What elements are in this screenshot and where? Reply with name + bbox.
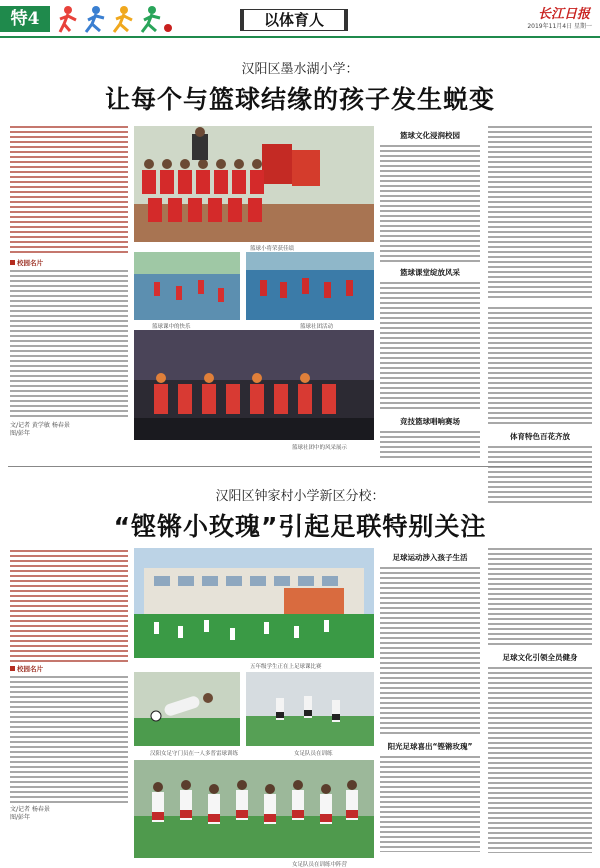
- publication-date: 2019年11月4日 星期一: [527, 23, 592, 30]
- article1-lead-text: [10, 126, 128, 256]
- article2-kicker: 汉阳区钟家村小学新区分校：: [215, 489, 385, 504]
- article1-reporter: 文/记者 黄学敏 杨春景: [10, 422, 70, 429]
- article1-caption-1: 篮球小将荣获佳绩: [250, 246, 295, 252]
- article2-caption-3: 女足队员在训练: [294, 751, 333, 757]
- article1-text-block-4: [488, 126, 592, 301]
- page-header: [0, 0, 600, 38]
- article1-byline: [10, 422, 128, 438]
- article2-column-4: [488, 548, 592, 853]
- article2-text-block-3: [488, 548, 592, 648]
- square-icon: [10, 260, 15, 265]
- article2-subhead-3: 足球文化引领全员健身: [502, 653, 578, 662]
- article1-headline: 让每个与篮球结缘的孩子发生蜕变: [104, 85, 495, 114]
- article1-school-card-title: [10, 258, 128, 267]
- article1-photographer: 图/彭年: [10, 430, 31, 437]
- article2-caption-1: 五年级学生正在上足球课比赛: [250, 664, 322, 670]
- article2-caption-2: 汉阳女足守门员在一人多普雷球训练: [150, 751, 239, 757]
- article1-text-block-1: [380, 145, 480, 263]
- article2-left-column: [10, 550, 128, 822]
- article2-subhead-2: 阳光足球喜出“铿锵玫瑰”: [387, 742, 473, 751]
- page-number-tab: 特4: [0, 6, 50, 32]
- article2-caption-4: 女足队员在训练中阵营: [292, 862, 348, 868]
- article1-subhead-2: 篮球课堂绽放风采: [400, 268, 460, 277]
- article1-school-card-text: [10, 270, 128, 420]
- article1-text-block-5: [488, 307, 592, 427]
- article1-subhead-3: 竞技篮球唱响赛场: [400, 417, 460, 426]
- newspaper-masthead: 长江日报: [537, 7, 590, 22]
- article2-headline: “铿锵小玫瑰”引起足联特别关注: [113, 512, 487, 541]
- article2-byline: [10, 806, 128, 822]
- article2-column-3: [380, 548, 480, 852]
- article2-school-card-text: [10, 676, 128, 804]
- article1-caption-2: 篮球课中的快乐: [152, 324, 191, 330]
- header-rule: [0, 36, 600, 38]
- article2-box-title-label: 校园名片: [17, 665, 43, 673]
- article2-text-block-2: [380, 756, 480, 852]
- article2-reporter: 文/记者 杨春景: [10, 806, 50, 813]
- article2-subhead-1: 足球运动涉入孩子生活: [392, 553, 468, 562]
- article1-stage-photo: [134, 330, 374, 440]
- article1-caption-4: 篮球社团中的风采展示: [292, 445, 348, 451]
- article1-column-3: [380, 126, 480, 461]
- column-banner: 以体育人: [240, 9, 348, 31]
- article2-training-photo-1: [246, 672, 374, 746]
- article1-left-column: [10, 126, 128, 438]
- article2-lead-text: [10, 550, 128, 662]
- article2-field-photo: [134, 548, 374, 658]
- runners-illustration: [56, 4, 176, 34]
- article1-text-block-3: [380, 431, 480, 461]
- article1-box-title-label: 校园名片: [17, 259, 43, 267]
- article2-school-card-title: [10, 664, 128, 673]
- article2-team-training-photo: [134, 760, 374, 858]
- article1-subhead-1: 篮球文化浸润校园: [400, 131, 460, 140]
- section-divider: [8, 466, 592, 467]
- article1-kicker: 汉阳区墨水湖小学：: [241, 62, 359, 77]
- article1-team-photo: [134, 126, 374, 242]
- article1-subhead-4: 体育特色百花齐放: [510, 432, 570, 441]
- article2-photographer: 图/彭年: [10, 814, 31, 821]
- article1-court-photo-2: [246, 252, 374, 320]
- article2-text-block-1: [380, 567, 480, 737]
- square-icon: [10, 666, 15, 671]
- article1-column-4: [488, 126, 592, 504]
- article2-text-block-4: [488, 667, 592, 853]
- article2-goalkeeper-photo: [134, 672, 240, 746]
- article1-court-photo-1: [134, 252, 240, 320]
- article1-caption-3: 篮球社团活动: [300, 324, 334, 330]
- article1-text-block-2: [380, 282, 480, 412]
